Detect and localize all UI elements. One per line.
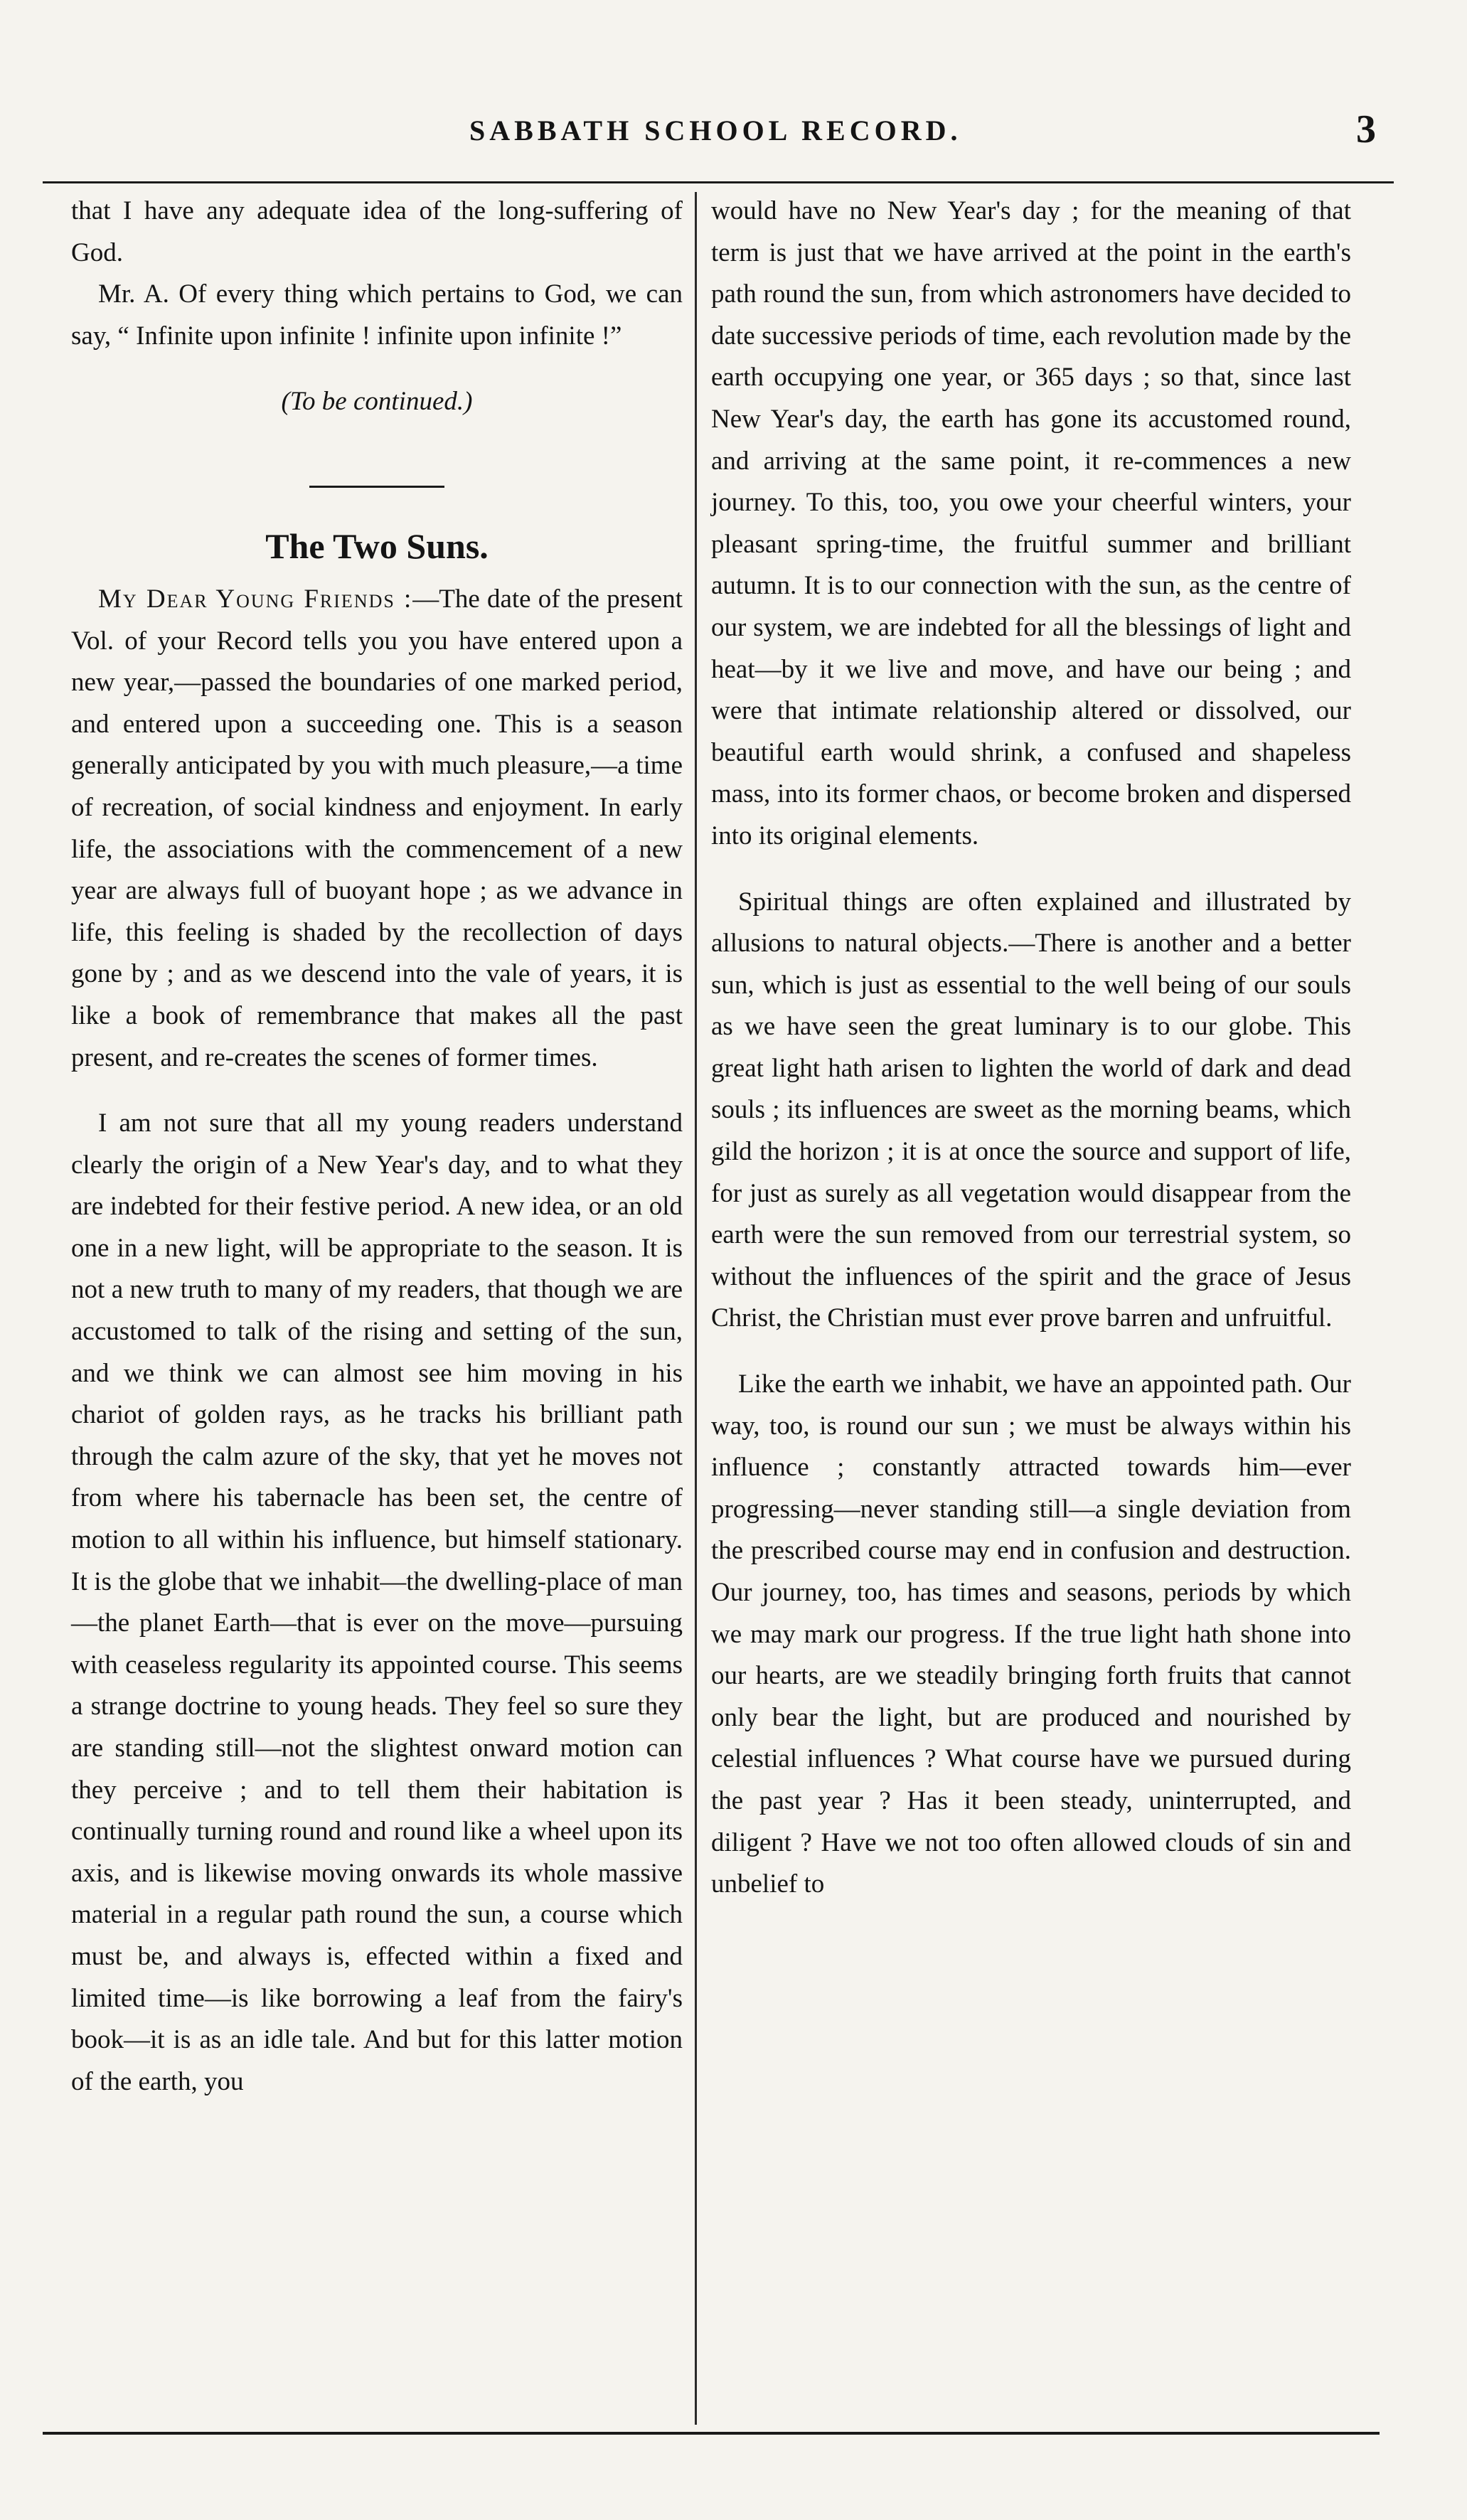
- bottom-rule: [43, 2432, 1380, 2435]
- to-be-continued: (To be continued.): [281, 387, 473, 417]
- right-paragraph-2: Spiritual things are often explained and illustrated by allusions to natural objects.—There is another and a better sun, which is just as essential to the well being of our souls as we have seen the great luminary is to our globe. This great light hath arisen to lighten the world of dark and dead souls ; its influences are sweet as the morning beams, which gild the horizon ; it is at once the source and support of life, for just as surely as all vegetation would disappear from the earth were the sun removed from our terrestrial system, so without the influences of the spirit and the grace of Jesus Christ, the Christian must ever prove barren and unfruitful.: [711, 887, 1351, 1333]
- right-paragraph-3: Like the earth we inhabit, we have an appointed path. Our way, too, is round our sun ; we must be always within his influence ; constantly attracted towards him—ever progressing—never standing still—a single deviation from the prescribed course may end in confusion and destruction. Our journey, too, has times and seasons, periods by which we may mark our progress. If the true light hath shone into our hearts, are we steadily bringing forth fruits that cannot only bear the light, but are produced and nourished by celestial influences ? What course have we pursued during the past year ? Has it been steady, uninterrupted, and diligent ? Have we not too often allowed clouds of sin and unbelief to: [711, 1370, 1351, 1899]
- right-column: [711, 191, 1351, 1906]
- left-paragraph-4: I am not sure that all my young readers understand clearly the origin of a New Year's day, and to what they are indebted for their festive period. A new idea, or an old one in a new light, will be appropriate to the season. It is not a new truth to many of my readers, that though we are accustomed to talk of the rising and setting of the sun, and we think we can almost see him moving in his chariot of golden rays, as he tracks his brilliant path through the calm azure of the sky, that yet he moves not from where his tabernacle has been set, the centre of motion to all within his influence, but himself stationary. It is the globe that we inhabit—the dwelling-place of man—the planet Earth—that is ever on the move—pursuing with ceaseless regularity its appointed course. This seems a strange doctrine to young heads. They feel so sure they are standing still—not the slightest onward motion can they perceive ; and to tell them their habitation is continually turning round and round like a wheel upon its axis, and is likewise moving onwards its whole massive material in a regular path round the sun, a course which must be, and always is, effected within a fixed and limited time—is like borrowing a leaf from the fairy's book—it is as an idle tale. And but for this latter motion of the earth, you: [71, 1109, 683, 2096]
- section-divider: [309, 486, 444, 488]
- left-paragraph-2: Mr. A. Of every thing which pertains to God, we can say, “ Infinite upon infinite ! infinite upon infinite !”: [71, 279, 683, 351]
- left-column: [71, 191, 683, 2103]
- page-header: [64, 107, 1401, 164]
- left-paragraph-1: that I have any adequate idea of the long-suffering of God.: [71, 196, 683, 267]
- left-paragraph-3: [71, 579, 683, 1079]
- article-title: The Two Suns.: [265, 525, 489, 566]
- column-divider: [695, 192, 697, 2425]
- page-number: 3: [1356, 107, 1376, 151]
- salutation: My Dear Young Friends :: [98, 584, 413, 614]
- running-title: SABBATH SCHOOL RECORD.: [469, 114, 962, 146]
- right-paragraph-1: would have no New Year's day ; for the meaning of that term is just that we have arrived at the point in the earth's path round the sun, from which astronomers have decided to date successive periods of time, each revolution made by the earth occupying one year, or 365 days ; so that, since last New Year's day, the earth has gone its accustomed round, and arriving at the same point, it re-commences a new journey. To this, too, you owe your cheerful winters, your pleasant spring-time, the fruitful summer and brilliant autumn. It is to our connection with the sun, as the centre of our system, we are indebted for all the blessings of light and heat—by it we live and move, and have our being ; and were that intimate relationship altered or dissolved, our beautiful earth would shrink, a confused and shapeless mass, into its former chaos, or become broken and dispersed into its original elements.: [711, 196, 1351, 850]
- header-rule: [43, 181, 1394, 183]
- left-paragraph-3-body: —The date of the present Vol. of your Record tells you you have entered upon a new year,—passed the boundaries of one marked period, and entered upon a succeeding one. This is a season generally anticipated by you with much pleasure,—a time of recreation, of social kindness and enjoyment. In early life, the associations with the commencement of a new year are always full of buoyant hope ; as we advance in life, this feeling is shaded by the recollection of days gone by ; and as we descend into the vale of years, it is like a book of remembrance that makes all the past present, and re-creates the scenes of former times.: [71, 584, 683, 1072]
